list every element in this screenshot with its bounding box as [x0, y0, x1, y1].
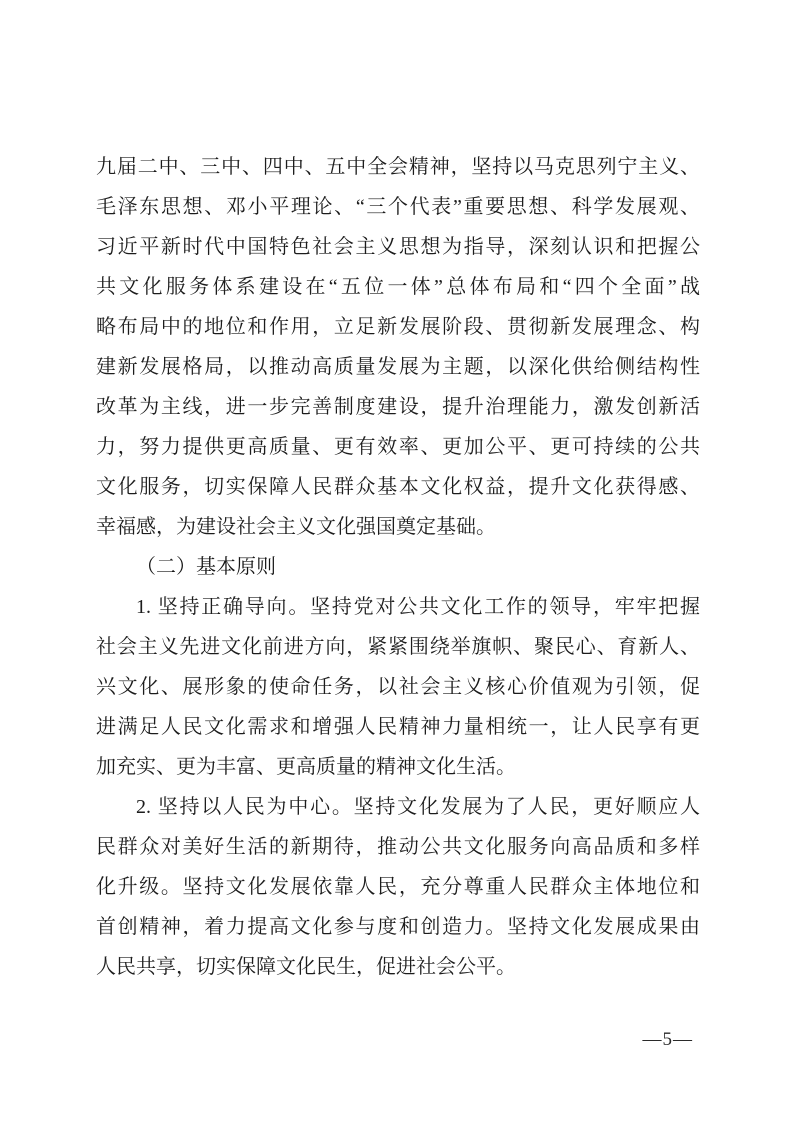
text-line: 进满足人民文化需求和增强人民精神力量相统一，让人民享有更	[96, 716, 700, 738]
document-body	[96, 147, 700, 987]
text-line: 幸福感，为建设社会主义文化强国奠定基础。	[96, 516, 496, 538]
text-line: 九届二中、三中、四中、五中全会精神，坚持以马克思列宁主义、	[96, 156, 700, 178]
text-line: 毛泽东思想、邓小平理论、“三个代表”重要思想、科学发展观、	[96, 196, 700, 218]
text-line: 1. 坚持正确导向。坚持党对公共文化工作的领导，牢牢把握	[136, 596, 700, 618]
text-line: 人民共享，切实保障文化民生，促进社会公平。	[96, 956, 516, 978]
page-number: —5—	[642, 1029, 693, 1050]
text-line: 力，努力提供更高质量、更有效率、更加公平、更可持续的公共	[96, 436, 700, 458]
text-line: 化升级。坚持文化发展依靠人民，充分尊重人民群众主体地位和	[96, 876, 700, 898]
section-heading: （二）基本原则	[136, 556, 276, 578]
text-line: 民群众对美好生活的新期待，推动公共文化服务向高品质和多样	[96, 836, 700, 858]
text-line: 改革为主线，进一步完善制度建设，提升治理能力，激发创新活	[96, 396, 700, 418]
text-line: 首创精神，着力提高文化参与度和创造力。坚持文化发展成果由	[96, 916, 700, 938]
text-line: 加充实、更为丰富、更高质量的精神文化生活。	[96, 756, 516, 778]
text-line: 习近平新时代中国特色社会主义思想为指导，深刻认识和把握公	[96, 236, 700, 258]
text-line: 共文化服务体系建设在“五位一体”总体布局和“四个全面”战	[96, 276, 700, 298]
text-line: 2. 坚持以人民为中心。坚持文化发展为了人民，更好顺应人	[136, 796, 700, 818]
text-line: 兴文化、展形象的使命任务，以社会主义核心价值观为引领，促	[96, 676, 700, 698]
text-line: 社会主义先进文化前进方向，紧紧围绕举旗帜、聚民心、育新人、	[96, 636, 700, 658]
text-line: 略布局中的地位和作用，立足新发展阶段、贯彻新发展理念、构	[96, 316, 700, 338]
text-line: 文化服务，切实保障人民群众基本文化权益，提升文化获得感、	[96, 476, 700, 498]
text-line: 建新发展格局，以推动高质量发展为主题，以深化供给侧结构性	[96, 356, 700, 378]
